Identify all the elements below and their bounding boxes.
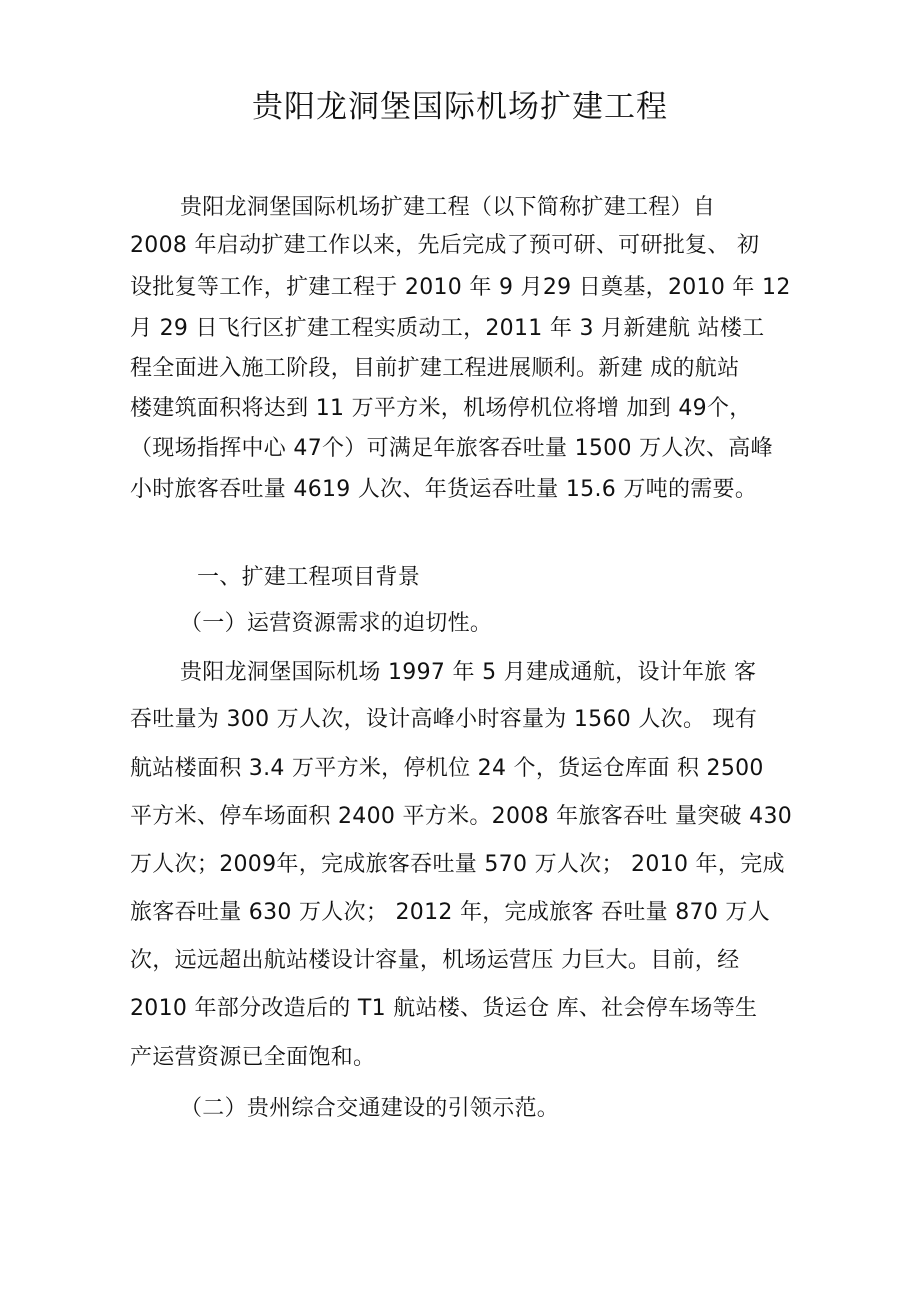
subsection-heading: （二）贵州综合交通建设的引领示范。 xyxy=(180,1096,560,1121)
intro-line: 楼建筑面积将达到 11 万平方米，机场停机位将增 加到 49个， xyxy=(130,396,752,421)
body-line: 旅客吞吐量 630 万人次； 2012 年，完成旅客 吞吐量 870 万人 xyxy=(130,900,771,925)
intro-line: 程全面进入施工阶段，目前扩建工程进展顺利。新建 成的航站 xyxy=(130,356,740,381)
section-heading: 一、扩建工程项目背景 xyxy=(197,565,421,590)
body-line: 产运营资源已全面饱和。 xyxy=(130,1045,376,1070)
body-line: 平方米、停车场面积 2400 平方米。2008 年旅客吞吐 量突破 430 xyxy=(130,804,793,829)
intro-line: 贵阳龙洞堡国际机场扩建工程（以下简称扩建工程）自 xyxy=(180,195,716,220)
body-line: 吞吐量为 300 万人次，设计高峰小时容量为 1560 人次。 现有 xyxy=(130,707,758,732)
body-line: 2010 年部分改造后的 T1 航站楼、货运仓 库、社会停车场等生 xyxy=(130,996,758,1021)
intro-line: 设批复等工作，扩建工程于 2010 年 9 月29 日奠基，2010 年 12 xyxy=(130,275,791,300)
intro-line: 2008 年启动扩建工作以来，先后完成了预可研、可研批复、 初 xyxy=(130,233,760,258)
subsection-heading: （一）运营资源需求的迫切性。 xyxy=(180,611,493,636)
intro-line: （现场指挥中心 47个）可满足年旅客吞吐量 1500 万人次、高峰 xyxy=(130,436,773,461)
document-title: 贵阳龙洞堡国际机场扩建工程 xyxy=(252,89,668,125)
intro-line: 月 29 日飞行区扩建工程实质动工，2011 年 3 月新建航 站楼工 xyxy=(130,316,765,341)
body-line: 航站楼面积 3.4 万平方米，停机位 24 个，货运仓库面 积 2500 xyxy=(130,756,764,781)
intro-line: 小时旅客吞吐量 4619 人次、年货运吞吐量 15.6 万吨的需要。 xyxy=(130,477,758,502)
body-line: 次，远远超出航站楼设计容量，机场运营压 力巨大。目前，经 xyxy=(130,948,740,973)
body-line: 万人次；2009年，完成旅客吞吐量 570 万人次； 2010 年，完成 xyxy=(130,852,785,877)
body-line: 贵阳龙洞堡国际机场 1997 年 5 月建成通航，设计年旅 客 xyxy=(180,660,757,685)
